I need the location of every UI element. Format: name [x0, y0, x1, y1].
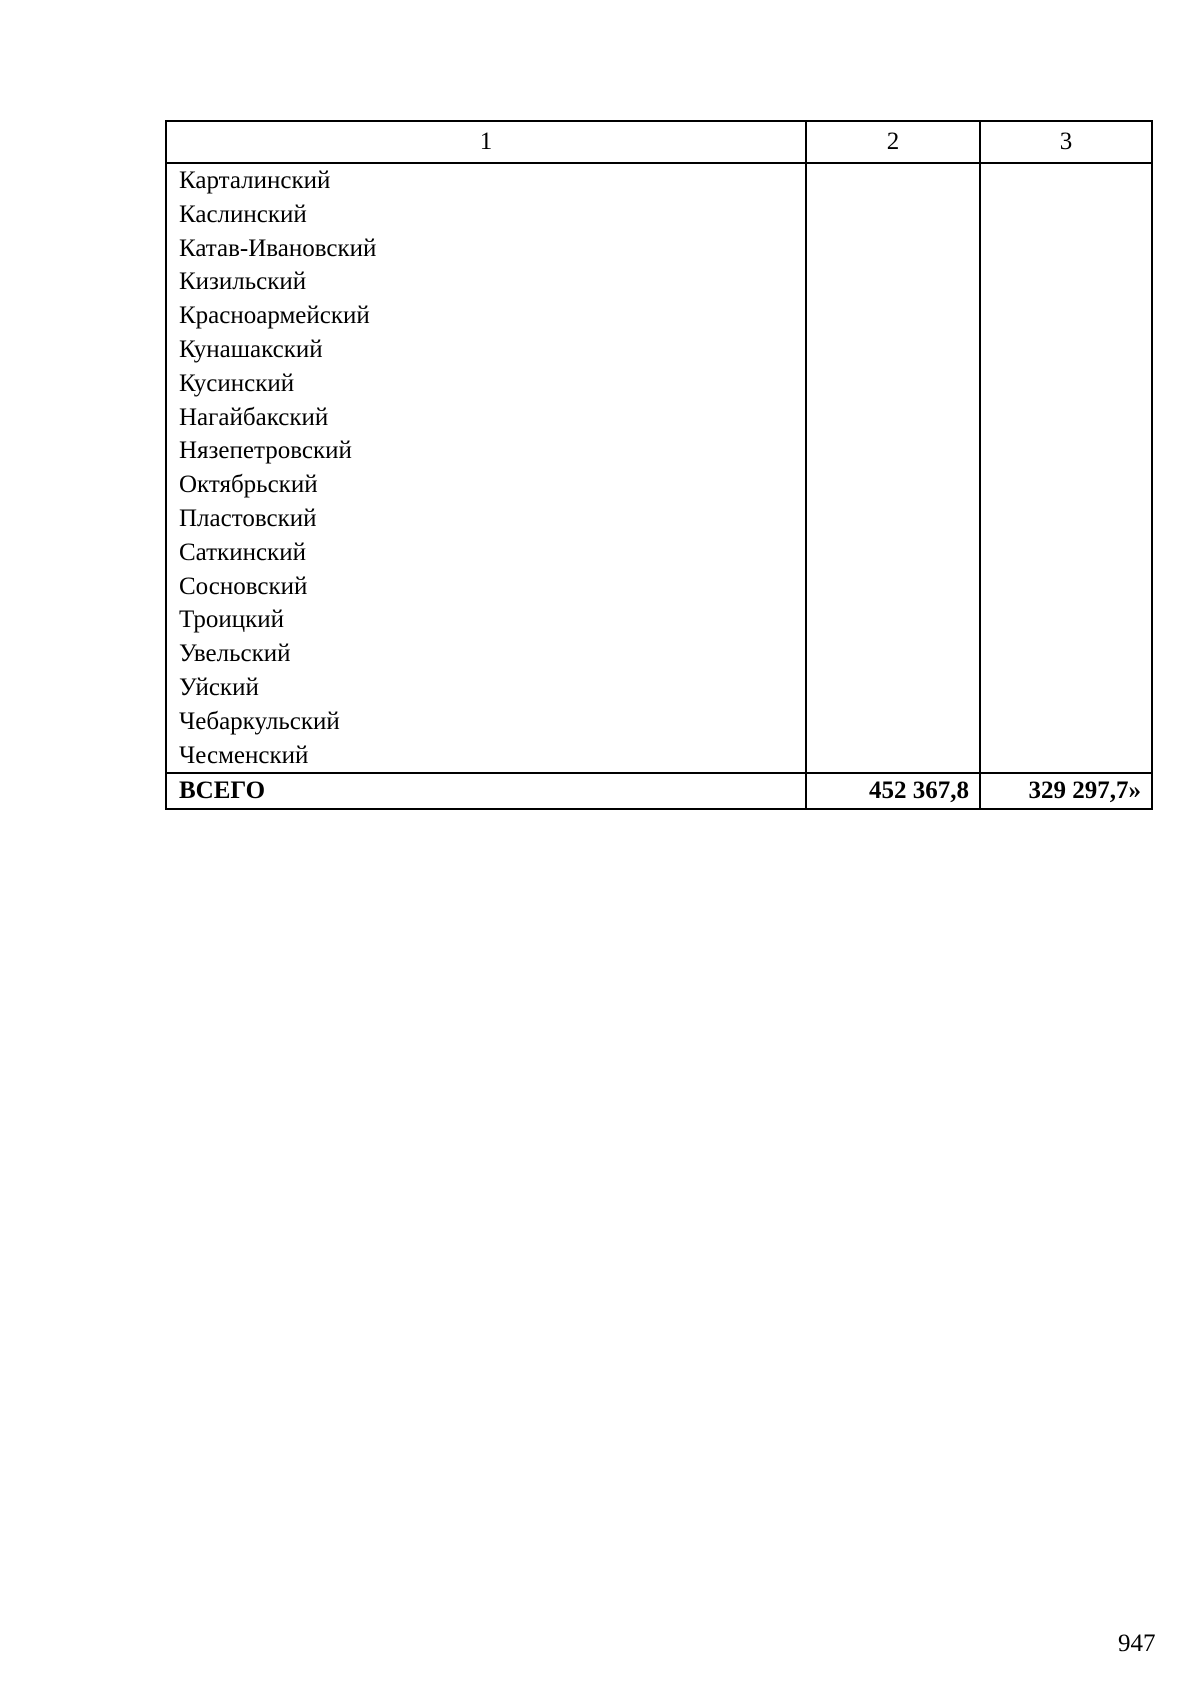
table-row	[166, 333, 1152, 367]
header-col-2: 2	[806, 121, 980, 163]
value-col-2	[806, 739, 980, 774]
table-row	[166, 401, 1152, 435]
value-col-2	[806, 434, 980, 468]
value-col-2	[806, 265, 980, 299]
value-col-3	[980, 671, 1152, 705]
district-name: Кизильский	[166, 265, 806, 299]
value-col-2	[806, 163, 980, 198]
value-col-3	[980, 299, 1152, 333]
table-row	[166, 265, 1152, 299]
district-name: Кусинский	[166, 367, 806, 401]
table-row	[166, 637, 1152, 671]
district-name: Троицкий	[166, 603, 806, 637]
value-col-3	[980, 570, 1152, 604]
value-col-3	[980, 198, 1152, 232]
district-name: Катав-Ивановский	[166, 232, 806, 266]
value-col-3	[980, 367, 1152, 401]
value-col-3	[980, 502, 1152, 536]
value-col-3	[980, 468, 1152, 502]
table-row	[166, 671, 1152, 705]
district-name: Октябрьский	[166, 468, 806, 502]
table-row	[166, 502, 1152, 536]
district-name: Карталинский	[166, 163, 806, 198]
value-col-2	[806, 299, 980, 333]
value-col-3	[980, 401, 1152, 435]
header-col-3: 3	[980, 121, 1152, 163]
district-name: Чесменский	[166, 739, 806, 774]
total-value-col-3: 329 297,7»	[980, 773, 1152, 809]
value-col-3	[980, 434, 1152, 468]
page-number: 947	[1118, 1630, 1156, 1657]
district-name: Увельский	[166, 637, 806, 671]
value-col-3	[980, 265, 1152, 299]
value-col-2	[806, 198, 980, 232]
value-col-2	[806, 333, 980, 367]
district-name: Сосновский	[166, 570, 806, 604]
district-name: Уйский	[166, 671, 806, 705]
value-col-2	[806, 536, 980, 570]
total-value-col-2: 452 367,8	[806, 773, 980, 809]
header-col-1: 1	[166, 121, 806, 163]
value-col-3	[980, 739, 1152, 774]
table-row	[166, 299, 1152, 333]
district-name: Нязепетровский	[166, 434, 806, 468]
value-col-2	[806, 401, 980, 435]
table-row	[166, 434, 1152, 468]
value-col-2	[806, 637, 980, 671]
value-col-2	[806, 232, 980, 266]
value-col-3	[980, 705, 1152, 739]
table-row	[166, 603, 1152, 637]
table-row	[166, 536, 1152, 570]
district-name: Нагайбакский	[166, 401, 806, 435]
value-col-3	[980, 163, 1152, 198]
table-row	[166, 739, 1152, 774]
table-row	[166, 570, 1152, 604]
total-label: ВСЕГО	[166, 773, 806, 809]
value-col-2	[806, 671, 980, 705]
header-row	[166, 121, 1152, 163]
value-col-3	[980, 637, 1152, 671]
district-name: Кунашакский	[166, 333, 806, 367]
value-col-2	[806, 468, 980, 502]
table-row	[166, 468, 1152, 502]
value-col-3	[980, 536, 1152, 570]
district-table	[165, 120, 1153, 810]
total-row	[166, 773, 1152, 809]
value-col-2	[806, 367, 980, 401]
value-col-3	[980, 232, 1152, 266]
district-name: Саткинский	[166, 536, 806, 570]
table-row	[166, 163, 1152, 198]
table-row	[166, 232, 1152, 266]
table-row	[166, 705, 1152, 739]
value-col-3	[980, 333, 1152, 367]
district-name: Пластовский	[166, 502, 806, 536]
value-col-2	[806, 570, 980, 604]
value-col-3	[980, 603, 1152, 637]
district-name: Красноармейский	[166, 299, 806, 333]
value-col-2	[806, 705, 980, 739]
district-name: Каслинский	[166, 198, 806, 232]
table-row	[166, 198, 1152, 232]
value-col-2	[806, 603, 980, 637]
table-row	[166, 367, 1152, 401]
district-name: Чебаркульский	[166, 705, 806, 739]
value-col-2	[806, 502, 980, 536]
